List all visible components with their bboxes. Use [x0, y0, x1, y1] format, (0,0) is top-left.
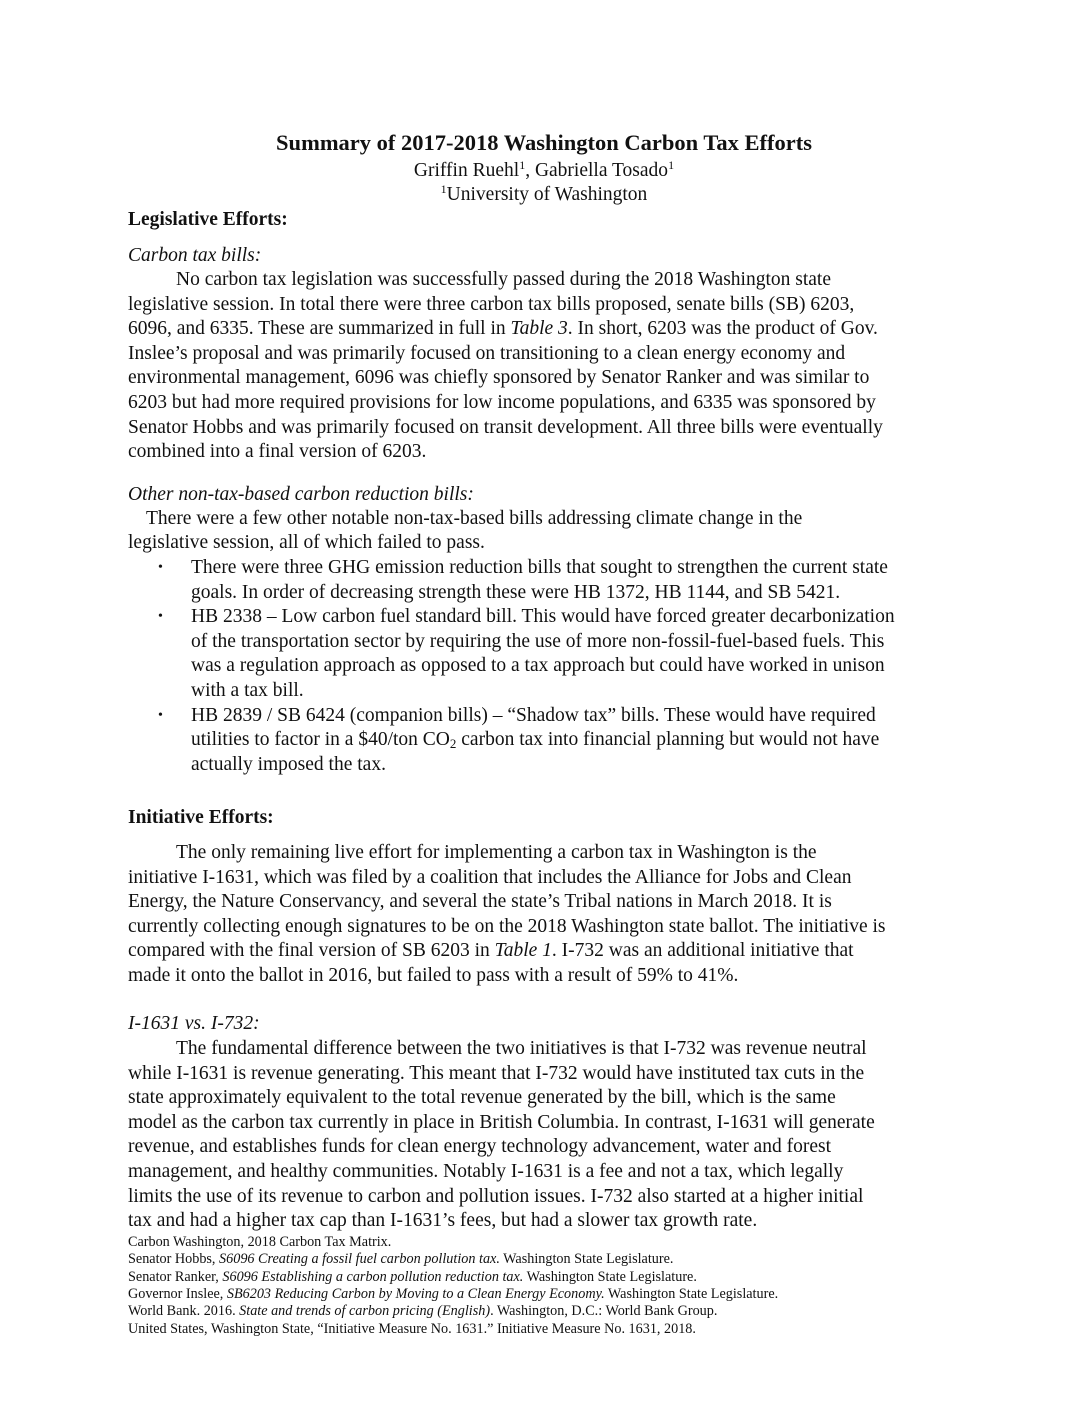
bullet-icon: •: [158, 609, 163, 625]
text-run: Washington State Legislature.: [604, 1285, 779, 1302]
paragraph-line: environmental management, 6096 was chiefly sponsored by Senator Ranker and was similar to: [128, 367, 870, 389]
affiliation-name: University of Washington: [446, 184, 648, 205]
bullet-icon: •: [158, 560, 163, 575]
list-item-line: with a tax bill.: [191, 680, 304, 701]
subheading-comparison: I-1631 vs. I-732:: [128, 1013, 260, 1034]
text-run: Washington State Legislature.: [499, 1251, 674, 1268]
paragraph-line: management, and healthy communities. Notably I-1631 is a fee and not a tax, which legally: [128, 1161, 844, 1182]
subheading-other-bills: Other non-tax-based carbon reduction bills:: [128, 484, 474, 505]
italic-text: Table 1: [494, 940, 552, 962]
paragraph-line: [128, 317, 878, 341]
list-item-line: [191, 728, 879, 752]
paragraph-line: limits the use of its revenue to carbon and pollution issues. I-732 also started at a higher initial: [128, 1185, 864, 1207]
section-heading-legislative: Legislative Efforts:: [128, 209, 288, 230]
paragraph-line: legislative session, all of which failed to pass.: [128, 532, 485, 553]
paragraph-line: The fundamental difference between the two initiatives is that I-732 was revenue neutral: [176, 1038, 867, 1059]
subheading-carbon-tax-bills: Carbon tax bills:: [128, 245, 262, 266]
paragraph-line: while I-1631 is revenue generating. This meant that I-732 would have instituted tax cuts in the: [128, 1062, 865, 1084]
paragraph-line: revenue, and establishes funds for clean energy technology advancement, water and forest: [128, 1136, 831, 1158]
paragraph-line: state approximately equivalent to the total revenue generated by the bill, which is the same: [128, 1087, 836, 1109]
paragraph-line: [128, 939, 854, 963]
paragraph-line: The only remaining live effort for implementing a carbon tax in Washington is the: [176, 842, 817, 863]
text-run: Washington State Legislature.: [523, 1268, 697, 1285]
paragraph-line: currently collecting enough signatures to be on the 2018 Washington state ballot. The initiative is: [128, 915, 886, 937]
text-run: . Washington, D.C.: World Bank Group.: [490, 1303, 718, 1320]
paragraph-line: Energy, the Nature Conservancy, and several the state’s Tribal nations in March 2018. It is: [128, 891, 832, 913]
italic-text: Table 3: [510, 318, 568, 340]
text-run: Carbon Washington, 2018 Carbon Tax Matrix.: [128, 1234, 392, 1250]
text-run: United States, Washington State, “Initiative Measure No. 1631.” Initiative Measure No. 1631, 2018.: [128, 1320, 696, 1337]
reference-entry: [128, 1234, 391, 1251]
reference-entry: [128, 1303, 717, 1320]
reference-entry: [128, 1321, 696, 1338]
document-title: Summary of 2017-2018 Washington Carbon Tax Efforts: [276, 130, 812, 155]
paragraph-line: 6203 but had more required provisions for low income populations, and 6335 was sponsored by: [128, 392, 876, 413]
list-item-line: goals. In order of decreasing strength these were HB 1372, HB 1144, and SB 5421.: [191, 581, 841, 603]
paragraph-line: There were a few other notable non-tax-based bills addressing climate change in the: [146, 508, 803, 529]
paragraph-line: model as the carbon tax currently in place in British Columbia. In contrast, I-1631 will generate: [128, 1111, 875, 1133]
italic-text: S6096 Establishing a carbon pollution reduction tax.: [222, 1268, 524, 1285]
paragraph-line: made it onto the ballot in 2016, but failed to pass with a result of 59% to 41%.: [128, 965, 739, 986]
bullet-icon: •: [158, 707, 163, 723]
reference-entry: [128, 1251, 673, 1268]
italic-text: SB6203 Reducing Carbon by Moving to a Clean Energy Economy.: [226, 1285, 605, 1302]
author-affiliation-mark: 1: [668, 158, 675, 172]
text-run: . In short, 6203 was the product of Gov.: [567, 318, 878, 340]
subscript-text: 2: [449, 736, 457, 752]
italic-text: State and trends of carbon pricing (English): [239, 1303, 491, 1320]
section-heading-initiative: Initiative Efforts:: [128, 807, 274, 828]
paragraph-line: No carbon tax legislation was successfully passed during the 2018 Washington state: [176, 269, 831, 290]
paragraph-line: Senator Hobbs and was primarily focused on transit development. All three bills were eventually: [128, 416, 883, 438]
list-item-line: HB 2338 – Low carbon fuel standard bill. This would have forced greater decarbonization: [191, 606, 895, 628]
paragraph-line: tax and had a higher tax cap than I-1631’s fees, but had a slower tax growth rate.: [128, 1210, 758, 1232]
reference-entry: [128, 1269, 697, 1286]
author-separator: ,: [525, 160, 535, 181]
list-item-line: There were three GHG emission reduction bills that sought to strengthen the current state: [191, 557, 888, 578]
paragraph-line: combined into a final version of 6203.: [128, 441, 427, 463]
affiliation-mark: 1: [440, 182, 447, 196]
paragraph-line: Inslee’s proposal and was primarily focused on transitioning to a clean energy economy and: [128, 342, 846, 364]
paragraph-line: initiative I-1631, which was filed by a coalition that includes the Alliance for Jobs and Clean: [128, 866, 852, 888]
text-run: Senator Ranker,: [128, 1268, 223, 1285]
text-run: Senator Hobbs,: [128, 1251, 220, 1268]
text-run: Governor Inslee,: [128, 1285, 227, 1302]
author-name: Gabriella Tosado: [534, 160, 669, 181]
author-name: Griffin Ruehl: [413, 160, 520, 181]
text-run: 6096, and 6335. These are summarized in full in: [128, 318, 511, 340]
text-run: carbon tax into financial planning but would not have: [456, 729, 880, 751]
author-affiliation-mark: 1: [519, 158, 526, 172]
text-run: World Bank. 2016.: [128, 1303, 240, 1320]
list-item-line: actually imposed the tax.: [191, 753, 386, 775]
reference-entry: [128, 1286, 778, 1303]
list-item-line: was a regulation approach as opposed to a tax approach but could have worked in unison: [191, 655, 885, 677]
affiliation-line: [0, 183, 1088, 207]
paragraph-line: legislative session. In total there were three carbon tax bills proposed, senate bills (SB) 6203,: [128, 293, 855, 315]
text-run: utilities to factor in a $40/ton CO: [191, 729, 450, 751]
list-item-line: HB 2839 / SB 6424 (companion bills) – “Shadow tax” bills. These would have required: [191, 704, 876, 726]
text-run: compared with the final version of SB 6203 in: [128, 940, 495, 962]
author-line: [0, 159, 1088, 183]
list-item-line: of the transportation sector by requiring the use of more non-fossil-fuel-based fuels. This: [191, 630, 885, 652]
text-run: . I-732 was an additional initiative that: [551, 940, 854, 962]
italic-text: S6096 Creating a fossil fuel carbon pollution tax.: [219, 1251, 500, 1268]
